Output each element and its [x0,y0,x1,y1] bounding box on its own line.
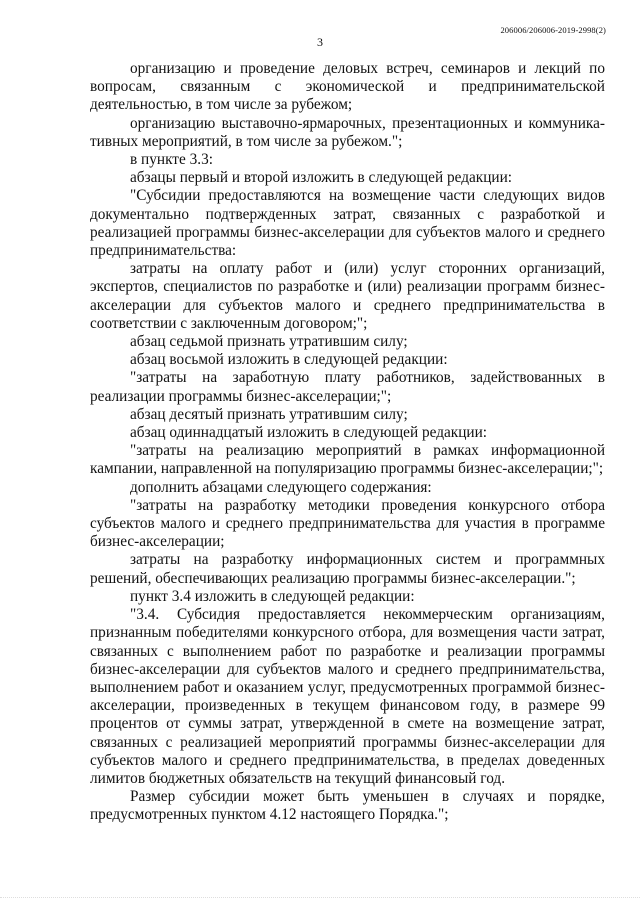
page-number: 3 [317,35,323,49]
paragraph: пункт 3.4 изложить в следующей редакции: [130,587,415,605]
paragraph: затраты на оплату работ и (или) услуг сторонних организаций, экспертов, специалистов по разработке и (или) реализации программ бизнес-акселерации для субъектов малого и среднего предпринимательства в соответствии с заключенным договором;"; [90,260,605,332]
paragraph: "Субсидии предоставляются на возмещение части следующих видов документально подтвержденных затрат, связанных с разработкой и реализацией программы бизнес-акселерации для субъектов малого и среднего предпринимательства: [90,187,605,260]
scan-edge-artifact [0,897,640,901]
document-id: 206006/206006-2019-2998(2) [500,25,606,35]
document-body [90,60,605,825]
paragraph: "3.4. Субсидия предоставляется некоммерческим организациям, признанным победителями конкурсного отбора, для возмещения части затрат, связанных с выполнением работ по разработке и реализации программы бизнес-акселерации для субъектов малого и среднего предпринимательства, выполнением работ и оказанием услуг, предусмотренных программой бизнес-акселерации, произведенных в текущем финансовом году, в размере 99 процентов от суммы затрат, утвержденной в смете на возмещение затрат, связанных с реализацией мероприятий программы бизнес-акселерации для субъектов малого и среднего предпринимательства, в пределах доведенных лимитов бюджетных обязательств на текущий финансовый год. [90,606,605,787]
paragraph: "затраты на заработную плату работников, задействованных в реализации программы бизнес-акселерации;"; [90,369,605,405]
paragraph: абзац одиннадцатый изложить в следующей редакции: [130,424,488,442]
paragraph: организацию выставочно-ярмарочных, презентационных и коммуникативных мероприятий, в том числе за рубежом."; [90,114,605,150]
paragraph: организацию и проведение деловых встреч, семинаров и лекций по вопросам, связанным с экономической и предпринимательской деятельностью, в том числе за рубежом; [90,60,605,114]
paragraph: абзацы первый и второй изложить в следующей редакции: [130,169,513,187]
paragraph: в пункте 3.3: [130,151,213,169]
paragraph: абзац восьмой изложить в следующей редакции: [130,351,448,369]
paragraph: абзац десятый признать утратившим силу; [130,405,408,423]
paragraph: абзац седьмой признать утратившим силу; [130,333,408,351]
paragraph: "затраты на реализацию мероприятий в рамках информационной кампании, направленной на популяризацию программы бизнес-акселерации;"; [90,442,605,478]
paragraph: затраты на разработку информационных систем и программных решений, обеспечивающих реализацию программы бизнес-акселерации."; [90,551,605,587]
paragraph: дополнить абзацами следующего содержания: [130,478,432,496]
paragraph: "затраты на разработку методики проведения конкурсного отбора субъектов малого и среднего предпринимательства для участия в программе бизнес-акселерации; [90,496,605,551]
paragraph: Размер субсидии может быть уменьшен в случаях и порядке, предусмотренных пунктом 4.12 настоящего Порядка."; [90,788,605,824]
